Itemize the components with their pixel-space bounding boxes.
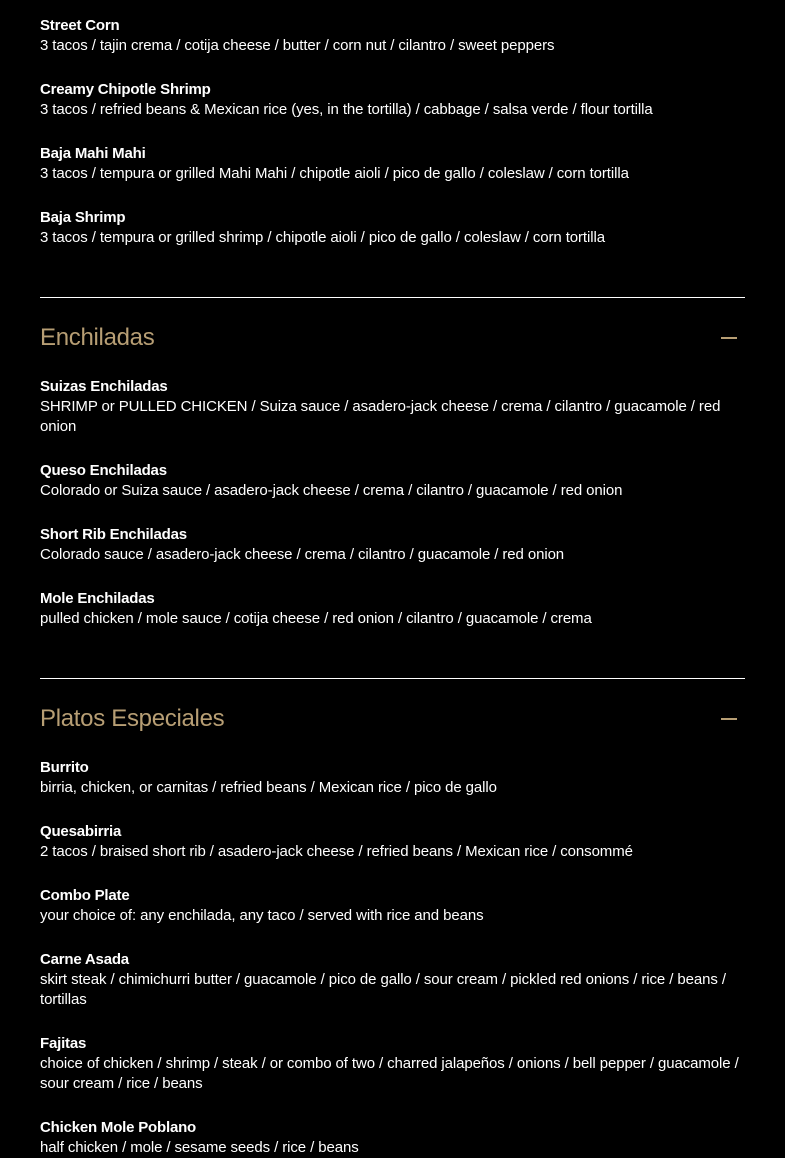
section-header-platos-especiales[interactable] (40, 699, 745, 739)
menu-item-name: Combo Plate (40, 887, 130, 904)
menu-item-name: Short Rib Enchiladas (40, 526, 187, 543)
menu-item (40, 886, 745, 926)
menu-item-name: Creamy Chipotle Shrimp (40, 81, 211, 98)
menu-item (40, 589, 745, 629)
section-divider (40, 678, 745, 679)
menu-item-description: SHRIMP or PULLED CHICKEN / Suiza sauce / asadero-jack cheese / crema / cilantro / guacamole / red onion (40, 398, 721, 435)
menu-item-description: 3 tacos / refried beans & Mexican rice (yes, in the tortilla) / cabbage / salsa verde / flour tortilla (40, 101, 653, 118)
menu-item-description: your choice of: any enchilada, any taco / served with rice and beans (40, 907, 484, 924)
menu-item (40, 822, 745, 862)
menu-item-description: birria, chicken, or carnitas / refried beans / Mexican rice / pico de gallo (40, 779, 497, 796)
menu-item-description: Colorado sauce / asadero-jack cheese / crema / cilantro / guacamole / red onion (40, 546, 565, 563)
menu-item-name: Street Corn (40, 17, 120, 34)
menu-item-description: 3 tacos / tajin crema / cotija cheese / butter / corn nut / cilantro / sweet peppers (40, 37, 555, 54)
menu-item-description: 2 tacos / braised short rib / asadero-jack cheese / refried beans / Mexican rice / consommé (40, 843, 633, 860)
menu-item-name: Fajitas (40, 1035, 87, 1052)
menu-item-name: Baja Shrimp (40, 209, 126, 226)
menu-item-name: Queso Enchiladas (40, 462, 167, 479)
menu-item-description: skirt steak / chimichurri butter / guacamole / pico de gallo / sour cream / pickled red onions / rice / beans / tortillas (40, 971, 726, 1008)
menu-item-name: Suizas Enchiladas (40, 378, 168, 395)
menu-item-description: choice of chicken / shrimp / steak / or combo of two / charred jalapeños / onions / bell pepper / guacamole / sour cream / rice / beans (40, 1055, 739, 1092)
menu-item-description: pulled chicken / mole sauce / cotija cheese / red onion / cilantro / guacamole / crema (40, 610, 592, 627)
menu-item-description: half chicken / mole / sesame seeds / rice / beans (40, 1139, 359, 1156)
menu-item-description: 3 tacos / tempura or grilled shrimp / chipotle aioli / pico de gallo / coleslaw / corn tortilla (40, 229, 605, 246)
section-title: Platos Especiales (40, 705, 225, 732)
menu-item (40, 80, 745, 120)
menu-item (40, 525, 745, 565)
menu-item (40, 208, 745, 248)
menu-item-name: Burrito (40, 759, 89, 776)
section-header-enchiladas[interactable] (40, 318, 745, 358)
menu-item-description: Colorado or Suiza sauce / asadero-jack cheese / crema / cilantro / guacamole / red onion (40, 482, 623, 499)
menu-item-description: 3 tacos / tempura or grilled Mahi Mahi / chipotle aioli / pico de gallo / coleslaw / corn tortilla (40, 165, 629, 182)
menu-item (40, 1118, 745, 1158)
menu-item (40, 377, 745, 437)
menu-item-name: Carne Asada (40, 951, 129, 968)
menu-item-name: Mole Enchiladas (40, 590, 155, 607)
menu-item-name: Chicken Mole Poblano (40, 1119, 197, 1136)
menu-item (40, 1034, 745, 1094)
section-divider (40, 297, 745, 298)
section-title: Enchiladas (40, 324, 155, 351)
menu-item (40, 144, 745, 184)
menu-item (40, 461, 745, 501)
minus-icon[interactable] (721, 718, 737, 720)
menu-item (40, 16, 745, 56)
menu-item (40, 758, 745, 798)
menu-item-name: Baja Mahi Mahi (40, 145, 146, 162)
menu-item (40, 950, 745, 1010)
menu-item-name: Quesabirria (40, 823, 122, 840)
minus-icon[interactable] (721, 337, 737, 339)
